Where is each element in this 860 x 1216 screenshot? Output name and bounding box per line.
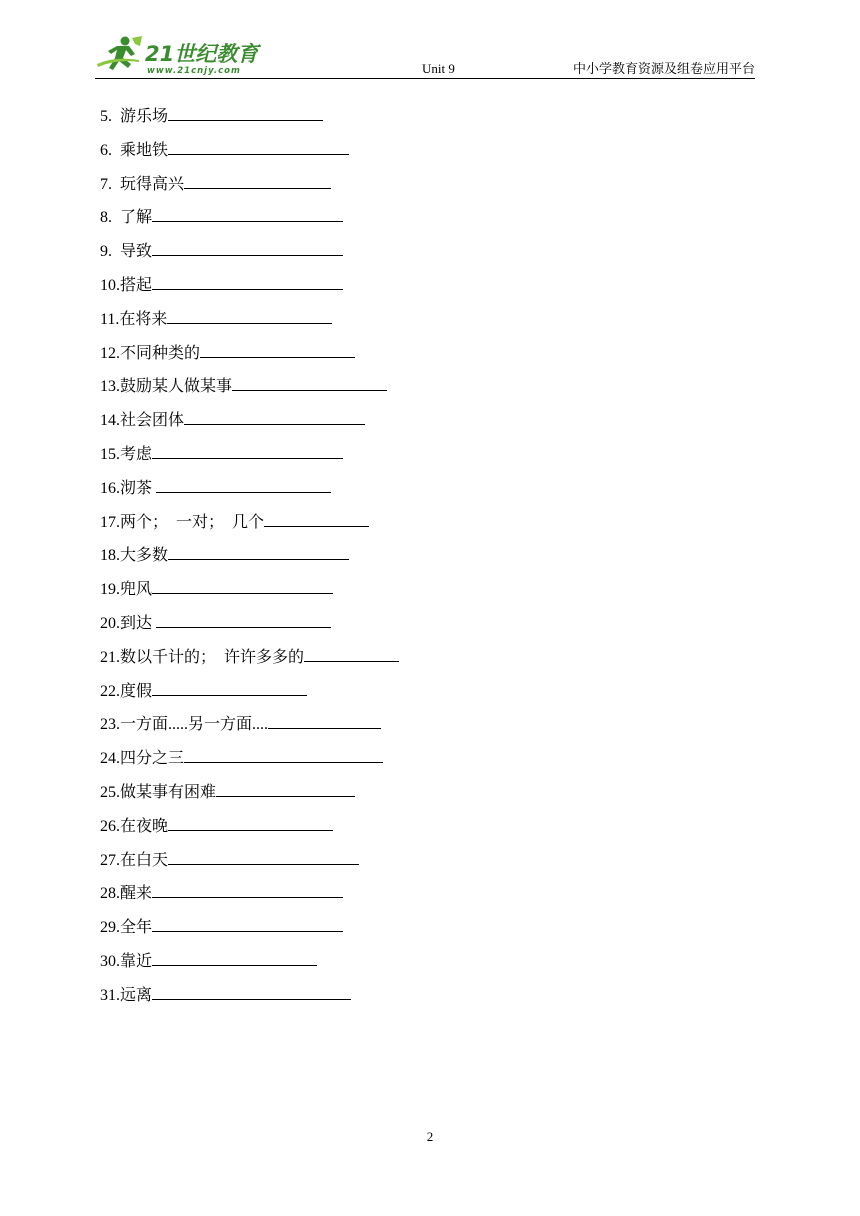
item-number: 23. xyxy=(100,716,120,734)
answer-blank[interactable] xyxy=(152,985,351,1000)
item-text: 兜风 xyxy=(120,581,153,599)
vocab-item xyxy=(100,341,700,375)
vocab-item xyxy=(100,577,700,611)
item-number: 30. xyxy=(100,952,120,970)
answer-blank[interactable] xyxy=(152,579,333,594)
vocab-item xyxy=(100,848,700,882)
answer-blank[interactable] xyxy=(152,681,307,696)
vocab-item xyxy=(100,543,700,577)
vocab-item xyxy=(100,814,700,848)
answer-blank[interactable] xyxy=(152,275,343,290)
vocab-item xyxy=(100,746,700,780)
answer-blank[interactable] xyxy=(168,140,349,155)
answer-blank[interactable] xyxy=(152,207,343,222)
item-number: 14. xyxy=(100,412,120,430)
vocab-item xyxy=(100,138,700,172)
item-number: 27. xyxy=(100,851,120,869)
item-text: 社会团体 xyxy=(120,412,185,430)
answer-blank[interactable] xyxy=(304,647,399,662)
item-text: 乘地铁 xyxy=(120,141,169,159)
item-number: 20. xyxy=(100,614,120,632)
item-text: 远离 xyxy=(120,986,153,1004)
item-number: 11. xyxy=(100,310,120,328)
item-number: 12. xyxy=(100,344,120,362)
vocab-item xyxy=(100,476,700,510)
answer-blank[interactable] xyxy=(152,883,343,898)
vocab-item xyxy=(100,611,700,645)
answer-blank[interactable] xyxy=(200,343,355,358)
item-text: 在夜晚 xyxy=(120,817,169,835)
item-number: 25. xyxy=(100,783,120,801)
item-text: 一方面.....另一方面.... xyxy=(120,716,269,734)
item-number: 9. xyxy=(100,243,120,261)
item-text: 游乐场 xyxy=(120,108,169,125)
answer-blank[interactable] xyxy=(152,241,343,256)
item-text: 四分之三 xyxy=(120,750,185,768)
item-text: 到达 xyxy=(120,614,157,632)
answer-blank[interactable] xyxy=(152,444,343,459)
item-number: 16. xyxy=(100,479,120,497)
item-text: 不同种类的 xyxy=(120,344,201,362)
vocab-item xyxy=(100,273,700,307)
answer-blank[interactable] xyxy=(232,376,387,391)
item-number: 10. xyxy=(100,276,120,294)
21cnjy-logo xyxy=(95,34,265,76)
item-number: 31. xyxy=(100,986,120,1004)
item-text: 鼓励某人做某事 xyxy=(120,378,233,396)
item-number: 29. xyxy=(100,919,120,937)
answer-blank[interactable] xyxy=(216,782,355,797)
vocab-item xyxy=(100,712,700,746)
logo-text: 21世纪教育 xyxy=(145,42,259,66)
item-text: 全年 xyxy=(120,919,153,937)
item-number: 18. xyxy=(100,547,120,565)
vocab-item xyxy=(100,949,700,983)
item-number: 28. xyxy=(100,885,120,903)
item-text: 靠近 xyxy=(120,952,153,970)
vocab-item xyxy=(100,104,700,138)
answer-blank[interactable] xyxy=(168,850,359,865)
vocab-item xyxy=(100,780,700,814)
item-text: 搭起 xyxy=(120,276,153,294)
item-text: 沏茶 xyxy=(120,479,157,497)
runner-icon xyxy=(97,36,142,70)
item-text: 玩得高兴 xyxy=(120,175,185,193)
answer-blank[interactable] xyxy=(168,106,323,121)
item-text: 数以千计的； 许许多多的 xyxy=(120,648,305,666)
answer-blank[interactable] xyxy=(168,545,349,560)
vocab-item xyxy=(100,442,700,476)
answer-blank[interactable] xyxy=(156,613,331,628)
item-number: 22. xyxy=(100,682,120,700)
answer-blank[interactable] xyxy=(152,951,317,966)
logo-url: www.21cnjy.com xyxy=(147,66,241,76)
answer-blank[interactable] xyxy=(168,816,333,831)
answer-blank[interactable] xyxy=(264,512,369,527)
item-number: 24. xyxy=(100,750,120,768)
item-number: 5. xyxy=(100,108,120,125)
page-header xyxy=(95,32,755,79)
answer-blank[interactable] xyxy=(152,917,343,932)
platform-name: 中小学教育资源及组卷应用平台 xyxy=(572,61,755,76)
vocab-item xyxy=(100,307,700,341)
vocab-item xyxy=(100,915,700,949)
answer-blank[interactable] xyxy=(167,309,332,324)
answer-blank[interactable] xyxy=(184,174,331,189)
vocab-item xyxy=(100,408,700,442)
vocab-item xyxy=(100,881,700,915)
item-number: 19. xyxy=(100,581,120,599)
item-text: 在白天 xyxy=(120,851,169,869)
vocab-item xyxy=(100,645,700,679)
item-text: 醒来 xyxy=(120,885,153,903)
item-number: 7. xyxy=(100,175,120,193)
vocab-item xyxy=(100,239,700,273)
item-number: 15. xyxy=(100,445,120,463)
item-number: 21. xyxy=(100,648,120,666)
vocab-item xyxy=(100,983,700,1017)
page-number: 2 xyxy=(426,1129,434,1144)
vocab-item xyxy=(100,172,700,206)
vocab-item xyxy=(100,374,700,408)
item-text: 度假 xyxy=(120,682,153,700)
vocab-item xyxy=(100,679,700,713)
item-text: 大多数 xyxy=(120,547,169,565)
item-text: 在将来 xyxy=(119,310,168,328)
item-text: 了解 xyxy=(120,209,153,227)
item-number: 6. xyxy=(100,141,120,159)
item-number: 17. xyxy=(100,513,120,531)
item-text: 导致 xyxy=(120,243,153,261)
vocab-item xyxy=(100,510,700,544)
answer-blank[interactable] xyxy=(268,714,381,729)
vocab-item xyxy=(100,205,700,239)
answer-blank[interactable] xyxy=(156,478,331,493)
item-number: 13. xyxy=(100,378,120,396)
answer-blank[interactable] xyxy=(184,748,383,763)
item-text: 做某事有困难 xyxy=(120,783,217,801)
item-text: 两个； 一对； 几个 xyxy=(120,513,265,531)
item-text: 考虑 xyxy=(120,445,153,463)
vocabulary-list xyxy=(100,104,700,1017)
item-number: 8. xyxy=(100,209,120,227)
item-number: 26. xyxy=(100,817,120,835)
answer-blank[interactable] xyxy=(184,410,365,425)
unit-title: Unit 9 xyxy=(422,61,455,76)
